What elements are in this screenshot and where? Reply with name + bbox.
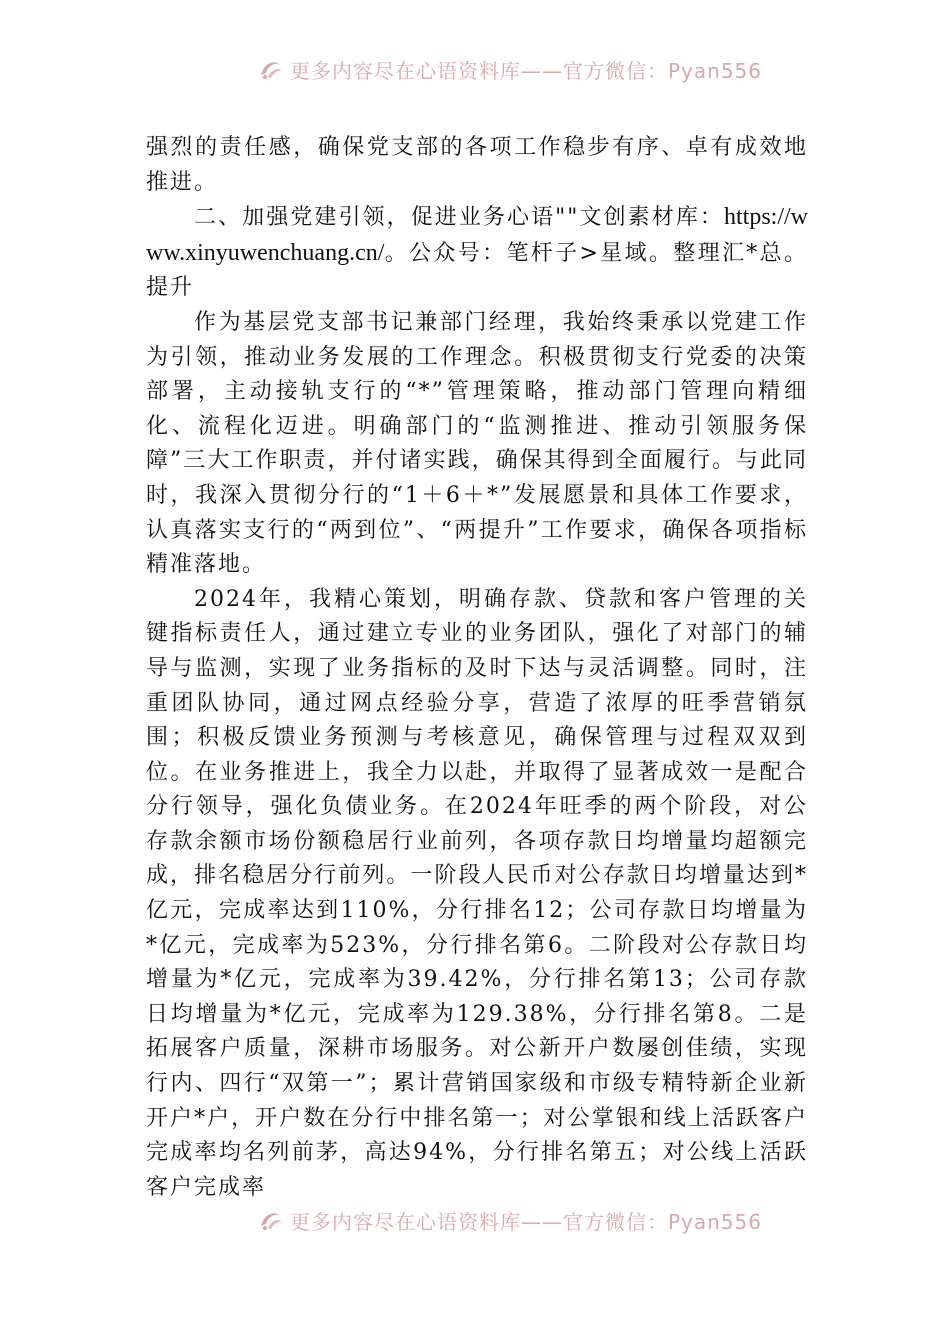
section-heading-tail: 。公众号：笔杆子>星域。整理汇*总。提升 — [146, 240, 808, 301]
watermark-text: 更多内容尽在心语资料库——官方微信：Pyan556 — [290, 58, 763, 83]
watermark-logo-icon — [258, 1208, 284, 1232]
watermark-text: 更多内容尽在心语资料库——官方微信：Pyan556 — [290, 1209, 763, 1234]
paragraph-1: 强烈的责任感，确保党支部的各项工作稳步有序、卓有成效地推进。 — [146, 135, 808, 195]
paragraph-4: 2024年，我精心策划，明确存款、贷款和客户管理的关键指标责任人，通过建立专业的业务团队，强化了对部门的辅导与监测，实现了业务指标的及时下达与灵活调整。同时，注重团队协同，通过网点经验分享，营造了浓厚的旺季营销氛围；积极反馈业务预测与考核意见，确保管理与过程双双到位。在业务推进上，我全力以赴，并取得了显著成效一是配合分行领导，强化负债业务。在2024年旺季的两个阶段，对公存款余额市场份额稳居行业前列，各项存款日均增量均超额完成，排名稳居分行前列。一阶段人民币对公存款日均增量达到*亿元，完成率达到110%，分行排名12；公司存款日均增量为*亿元，完成率为523%，分行排名第6。二阶段对公存款日均增量为*亿元，完成率为39.42%，分行排名第13；公司存款日均增量为*亿元，完成率为129.38%，分行排名第8。二是拓展客户质量，深耕市场服务。对公新开户数屡创佳绩，实现行内、四行“双第一”；累计营销国家级和市级专精特新企业新开户*户，开户数在分行中排名第一；对公掌银和线上活跃客户完成率均名列前茅，高达94%，分行排名第五；对公线上活跃客户完成率 — [146, 586, 808, 1200]
watermark-header — [258, 56, 762, 82]
source-url: https://www.xinyuwenchuang.cn/ — [146, 204, 808, 266]
document-body — [146, 131, 808, 1205]
paragraph-3: 作为基层党支部书记兼部门经理，我始终秉承以党建工作为引领，推动业务发展的工作理念。积极贯彻支行党委的决策部署，主动接轨支行的“*”管理策略，推动部门管理向精细化、流程化迈进。明确部门的“监测推进、推动引领服务保障”三大工作职责，并付诸实践，确保其得到全面履行。与此同时，我深入贯彻分行的“1＋6＋*”发展愿景和具体工作要求，认真落实支行的“两到位”、“两提升”工作要求，确保各项指标精准落地。 — [146, 309, 808, 578]
section-heading-text: 二、加强党建引领，促进业务心语""文创素材库： — [194, 205, 724, 231]
watermark-footer — [258, 1207, 762, 1233]
paragraph-2 — [146, 200, 808, 306]
watermark-logo-icon — [258, 57, 284, 81]
